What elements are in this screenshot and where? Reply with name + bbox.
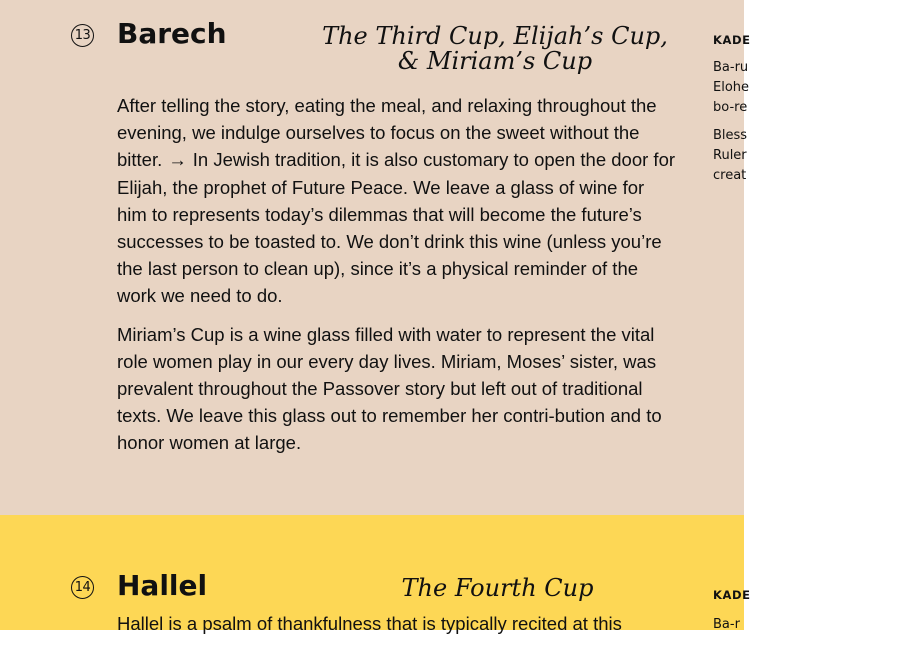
section-hallel [0, 515, 751, 634]
step-number-badge: 14 [71, 576, 94, 599]
side-line: Ruler [713, 148, 747, 163]
side-line: Bless [713, 128, 748, 143]
section-body [117, 92, 677, 468]
subtitle-line-2: & Miriam’s Cup [397, 47, 593, 75]
side-line: bo-re [713, 100, 748, 115]
section-title: Hallel [117, 569, 208, 602]
body-paragraph: Hallel is a psalm of thankfulness that is typically recited at this [117, 613, 622, 634]
side-line: Ba-ru [713, 60, 749, 75]
side-blessing [713, 585, 913, 635]
side-line: creat [713, 168, 747, 183]
section-subtitle: The Fourth Cup [401, 574, 594, 602]
side-blessing [713, 30, 913, 186]
section-body [117, 610, 677, 648]
body-paragraph [117, 92, 677, 310]
subtitle-line-1: The Third Cup, Elijah’s Cup, [322, 22, 668, 50]
side-line: Ba-r [713, 617, 740, 632]
side-label: KADE [713, 33, 751, 47]
step-number-badge: 13 [71, 24, 94, 47]
body-paragraph: Miriam’s Cup is a wine glass filled with water to represent the vital role women play in our every day lives. Miriam, Moses’ sister, was prevalent throughout the Passover story but left out of traditional texts. We leave this glass out to remember her contri-bution and to honor women at large. [117, 323, 662, 454]
paragraph-text: In Jewish tradition, it is also customary to open the door for Elijah, the prophet of Future Peace. We leave a glass of wine for him to represents today’s dilemmas that will become the future’s successes to be toasted to. We don’t drink this wine (unless you’re the last person to clean up), since it’s a physical reminder of the work we need to do. [117, 149, 676, 307]
paragraph-text: After telling the story, eating the meal, and relaxing throughout the evening, we indulge ourselves to focus on the sweet without the bitter. [117, 95, 657, 171]
arrow-right-icon: → [168, 149, 187, 171]
section-title: Barech [117, 17, 227, 50]
side-line: Elohe [713, 80, 750, 95]
section-subtitle [310, 24, 680, 74]
side-label: KADE [713, 588, 751, 602]
